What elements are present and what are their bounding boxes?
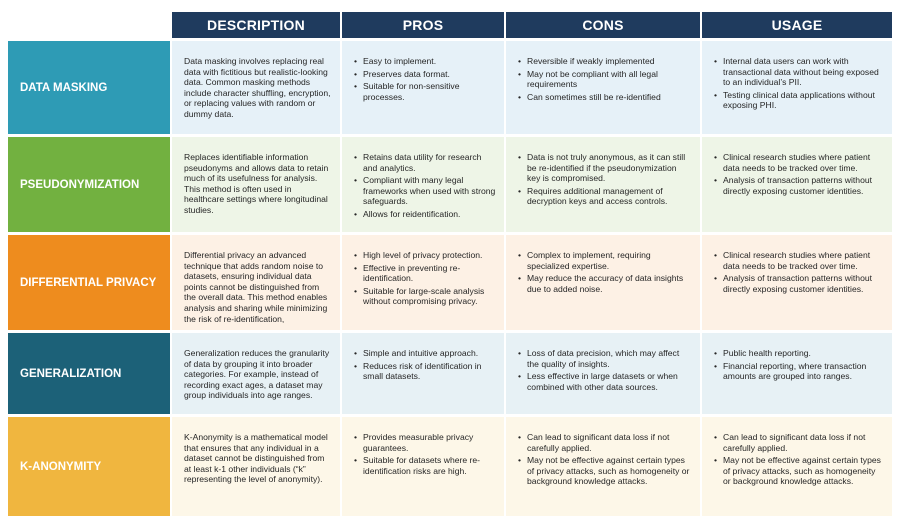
cons-item: • Data is not truly anonymous, as it can still be re-identified if the pseudonymization key is compromised. <box>518 152 692 184</box>
pros-cell <box>340 38 504 134</box>
row-label-differential-privacy: DIFFERENTIAL PRIVACY <box>8 232 170 330</box>
usage-cell <box>700 414 892 516</box>
description-cell: Generalization reduces the granularity of data by grouping it into broader categories. For example, instead of recording exact ages, a dataset may group individuals into age ranges. <box>170 330 340 414</box>
pros-cell <box>340 330 504 414</box>
description-cell: Data masking involves replacing real data with fictitious but realistic-looking data. Common masking methods include character shuffling, encryption, or replacing values with random or dummy data. <box>170 38 340 134</box>
pros-item: • Reduces risk of identification in small datasets. <box>354 361 496 382</box>
usage-item: • May not be effective against certain types of privacy attacks, such as homogeneity or background knowledge attacks. <box>714 455 884 487</box>
pros-item: • Suitable for datasets where re-identification risks are high. <box>354 455 496 476</box>
pros-item: • High level of privacy protection. <box>354 250 496 261</box>
cons-cell <box>504 232 700 330</box>
cons-item: • May not be effective against certain types of privacy attacks, such as homogeneity or background knowledge attacks. <box>518 455 692 487</box>
pros-item: • Suitable for large-scale analysis without compromising privacy. <box>354 286 496 307</box>
row-label-generalization: GENERALIZATION <box>8 330 170 414</box>
cons-item: • Requires additional management of decryption keys and access controls. <box>518 186 692 207</box>
pros-cell <box>340 232 504 330</box>
header-corner <box>8 12 170 38</box>
usage-item: • Testing clinical data applications without exposing PHI. <box>714 90 884 111</box>
header-description: DESCRIPTION <box>170 12 340 38</box>
usage-item: • Public health reporting. <box>714 348 884 359</box>
row-label-pseudonymization: PSEUDONYMIZATION <box>8 134 170 232</box>
description-cell: K-Anonymity is a mathematical model that ensures that any individual in a dataset cannot be distinguished from at least k-1 other individuals (“k” representing the level of anonymity). <box>170 414 340 516</box>
usage-cell <box>700 330 892 414</box>
pros-item: • Suitable for non-sensitive processes. <box>354 81 496 102</box>
cons-cell <box>504 330 700 414</box>
description-cell: Differential privacy an advanced technique that adds random noise to datasets, ensuring individual data points cannot be distinguished from the overall data. This method enables analysis and sharing while minimizing the risk of re-identification, <box>170 232 340 330</box>
cons-item: • Reversible if weakly implemented <box>518 56 692 67</box>
pros-cell <box>340 414 504 516</box>
pros-item: • Easy to implement. <box>354 56 496 67</box>
pros-cell <box>340 134 504 232</box>
usage-item: • Clinical research studies where patient data needs to be tracked over time. <box>714 152 884 173</box>
comparison-table <box>8 12 892 524</box>
usage-item: • Analysis of transaction patterns without directly exposing customer identities. <box>714 273 884 294</box>
usage-cell <box>700 134 892 232</box>
cons-item: • Complex to implement, requiring specialized expertise. <box>518 250 692 271</box>
usage-cell <box>700 38 892 134</box>
header-usage: USAGE <box>700 12 892 38</box>
cons-item: • May reduce the accuracy of data insights due to added noise. <box>518 273 692 294</box>
usage-cell <box>700 232 892 330</box>
cons-cell <box>504 414 700 516</box>
cons-cell <box>504 38 700 134</box>
cons-cell <box>504 134 700 232</box>
cons-item: • Can lead to significant data loss if not carefully applied. <box>518 432 692 453</box>
description-cell: Replaces identifiable information pseudonyms and allows data to retain much of its usefulness for analysis. This method is often used in healthcare settings where longitudinal studies. <box>170 134 340 232</box>
pros-item: • Allows for reidentification. <box>354 209 496 220</box>
header-cons: CONS <box>504 12 700 38</box>
pros-item: • Retains data utility for research and analytics. <box>354 152 496 173</box>
usage-item: • Financial reporting, where transaction amounts are grouped into ranges. <box>714 361 884 382</box>
usage-item: • Analysis of transaction patterns without directly exposing customer identities. <box>714 175 884 196</box>
usage-item: • Can lead to significant data loss if not carefully applied. <box>714 432 884 453</box>
pros-item: • Compliant with many legal frameworks when used with strong safeguards. <box>354 175 496 207</box>
row-label-data-masking: DATA MASKING <box>8 38 170 134</box>
pros-item: • Effective in preventing re-identification. <box>354 263 496 284</box>
cons-item: • Loss of data precision, which may affect the quality of insights. <box>518 348 692 369</box>
pros-item: • Preserves data format. <box>354 69 496 80</box>
row-label-k-anonymity: K-ANONYMITY <box>8 414 170 516</box>
header-pros: PROS <box>340 12 504 38</box>
cons-item: • Can sometimes still be re-identified <box>518 92 692 103</box>
usage-item: • Clinical research studies where patient data needs to be tracked over time. <box>714 250 884 271</box>
cons-item: • Less effective in large datasets or when combined with other data sources. <box>518 371 692 392</box>
pros-item: • Simple and intuitive approach. <box>354 348 496 359</box>
pros-item: • Provides measurable privacy guarantees. <box>354 432 496 453</box>
cons-item: • May not be compliant with all legal requirements <box>518 69 692 90</box>
usage-item: • Internal data users can work with transactional data without being exposed to an individual’s PII. <box>714 56 884 88</box>
